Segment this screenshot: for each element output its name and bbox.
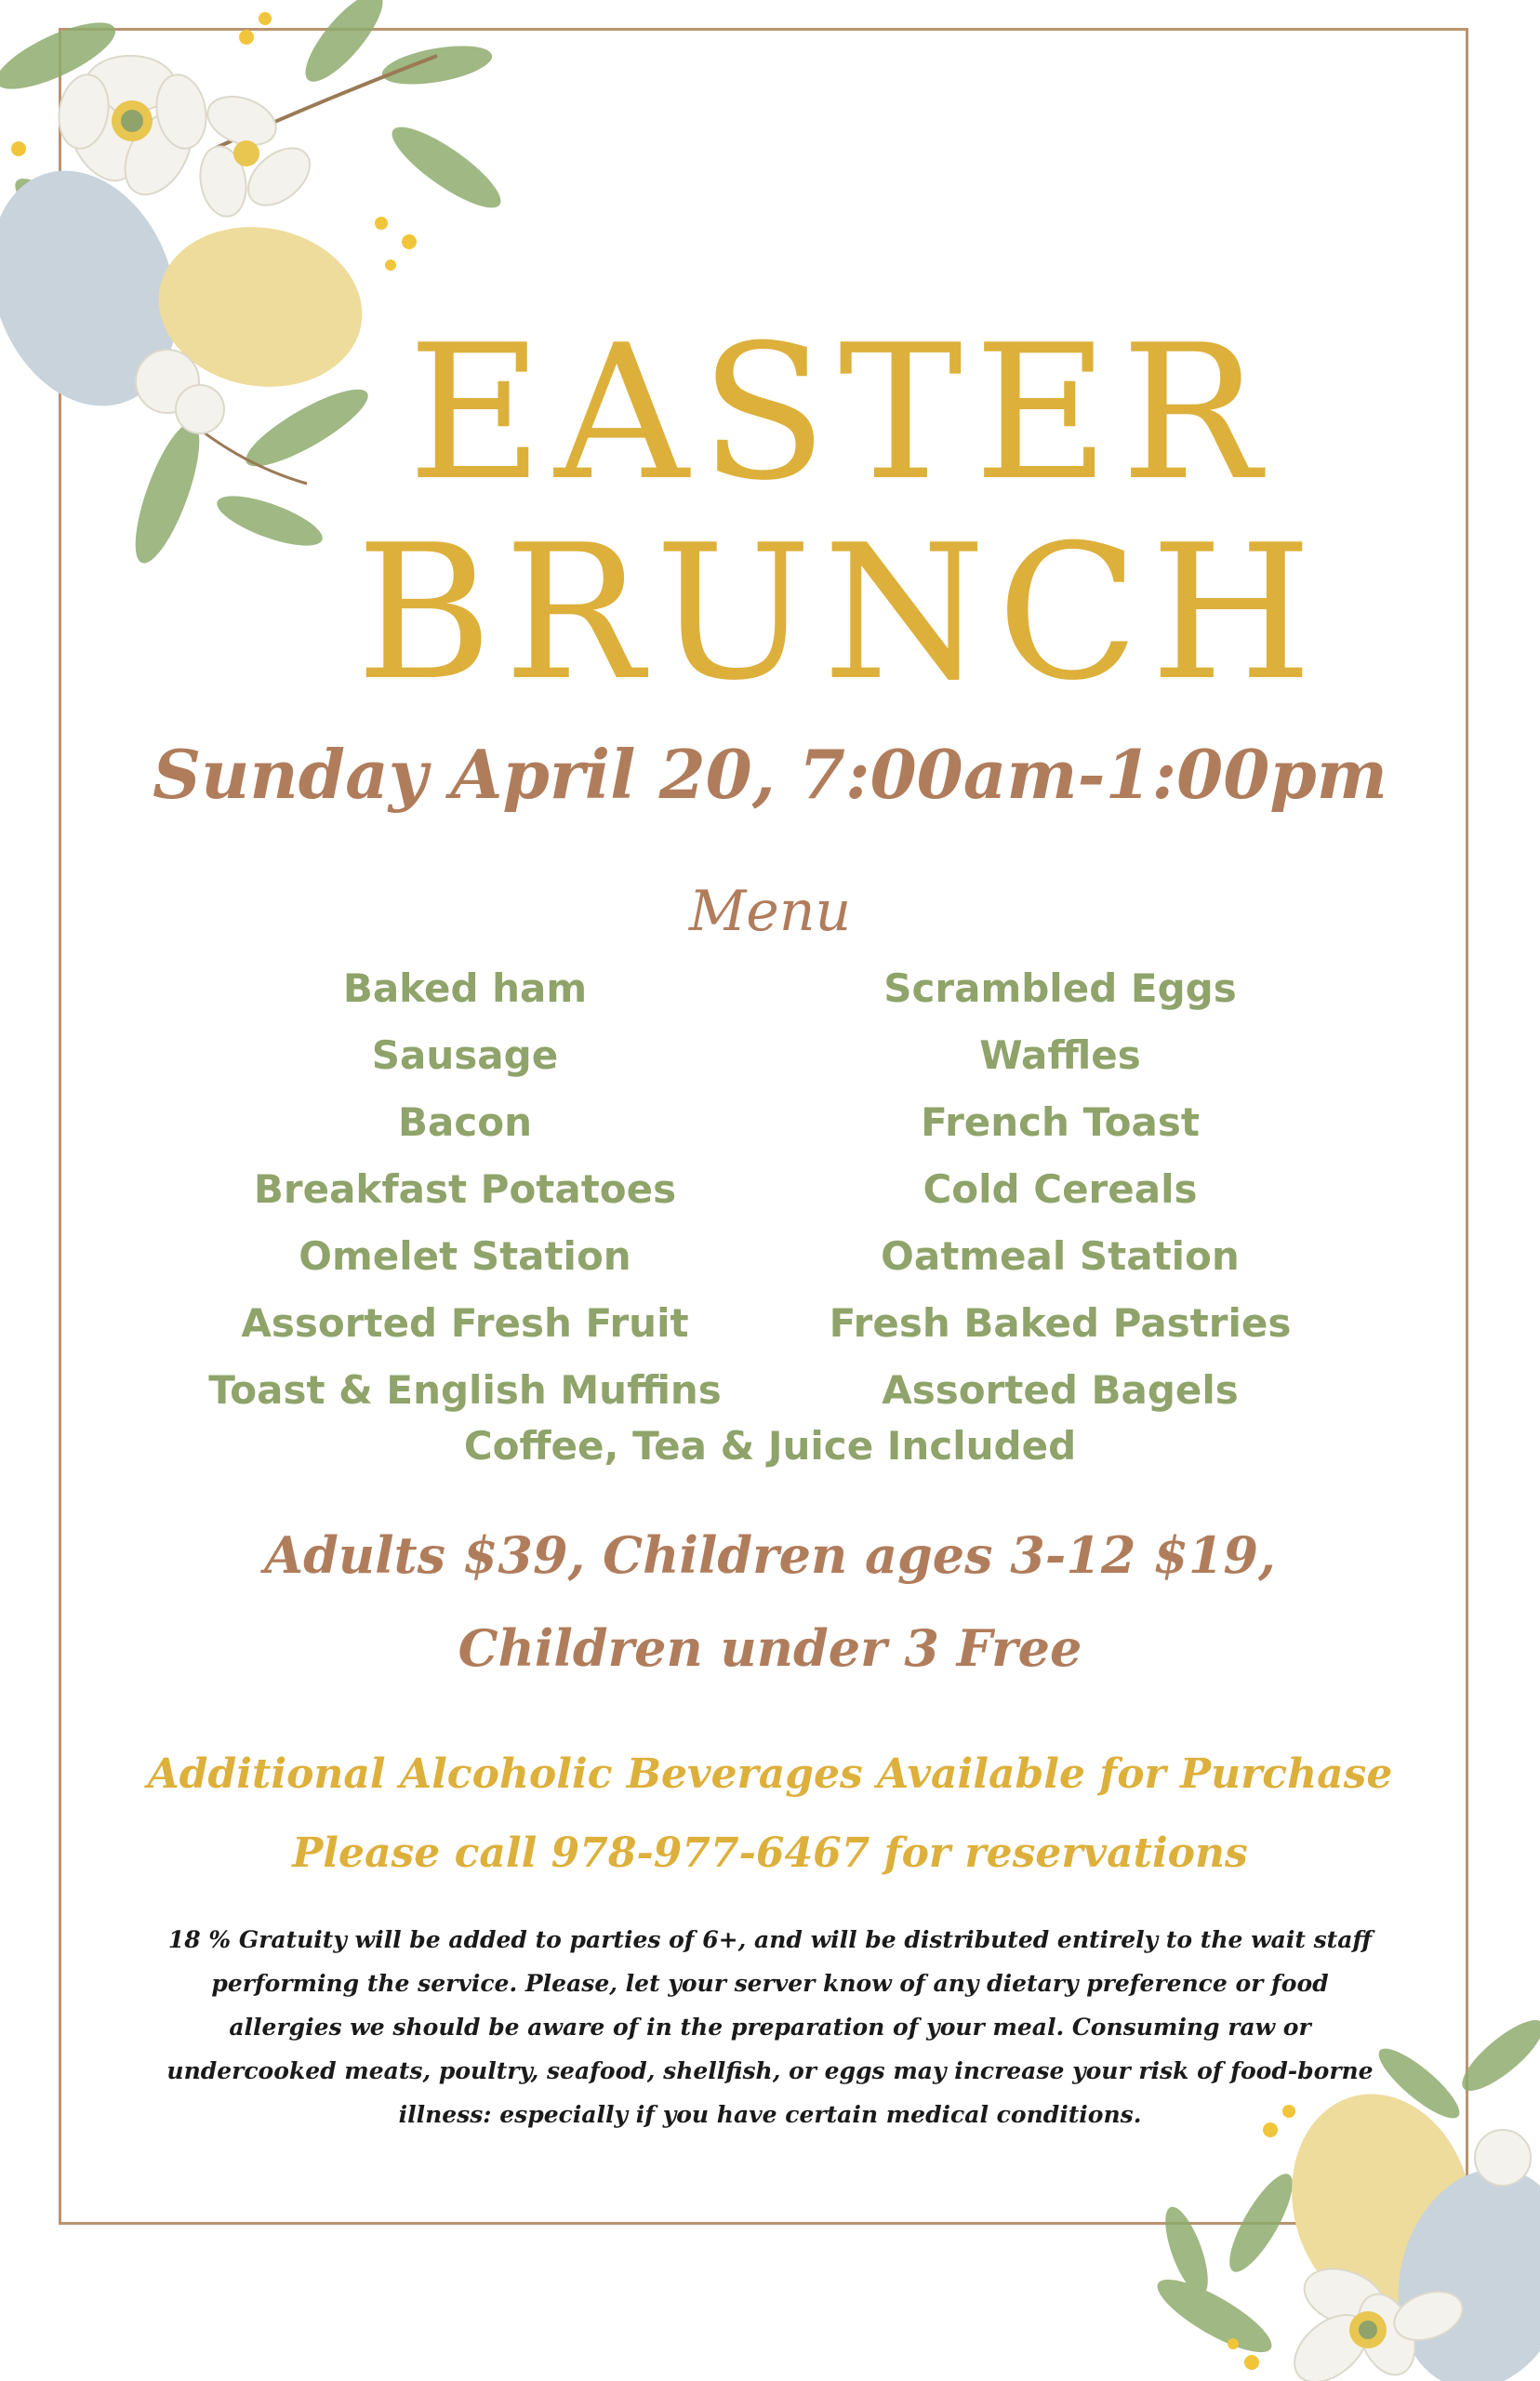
menu-item: Omelet Station [299,1233,631,1279]
menu-item: Cold Cereals [923,1166,1198,1212]
beverages-note: Additional Alcoholic Beverages Available for Purchase [147,1750,1393,1798]
reservations-note: Please call 978-977-6467 for reservations [292,1829,1248,1877]
title-brunch: BRUNCH [355,505,1324,722]
disclaimer-text: 18 % Gratuity will be added to parties of 6+, and will be distributed entirely to the wait staff performing the service. Please, let your server know of any dietary preference or food allergies we should be aware of in the preparation of your meal. Consuming raw or undercooked meats, poultry, seafood, shellfish, or eggs may increase your risk of food-borne illness: especially if you have certain medical conditions. [166,1926,1374,2128]
menu-item: Assorted Fresh Fruit [241,1300,689,1346]
menu-column-right [781,958,1339,1427]
price-line-1: Adults $39, Children ages 3-12 $19, [264,1525,1276,1585]
menu-item: Waffles [979,1032,1141,1078]
menu-item: Oatmeal Station [881,1233,1240,1279]
menu-heading: Menu [688,879,852,944]
event-date: Sunday April 20, 7:00am-1:00pm [153,735,1387,814]
menu-item: Assorted Bagels [882,1367,1239,1413]
menu-item: Fresh Baked Pastries [829,1300,1292,1346]
title-easter: EASTER [407,305,1272,522]
menu-item: Bacon [397,1099,532,1145]
menu-beverages-included: Coffee, Tea & Juice Included [463,1423,1077,1469]
menu-item: Toast & English Muffins [208,1367,722,1413]
menu-item: Scrambled Eggs [883,965,1237,1011]
menu-item: Sausage [371,1032,559,1078]
menu-item: Breakfast Potatoes [253,1166,677,1212]
menu-item: Baked ham [342,965,588,1011]
menu-item: French Toast [921,1099,1200,1145]
price-line-2: Children under 3 Free [458,1618,1082,1678]
menu-column-left [186,958,744,1427]
